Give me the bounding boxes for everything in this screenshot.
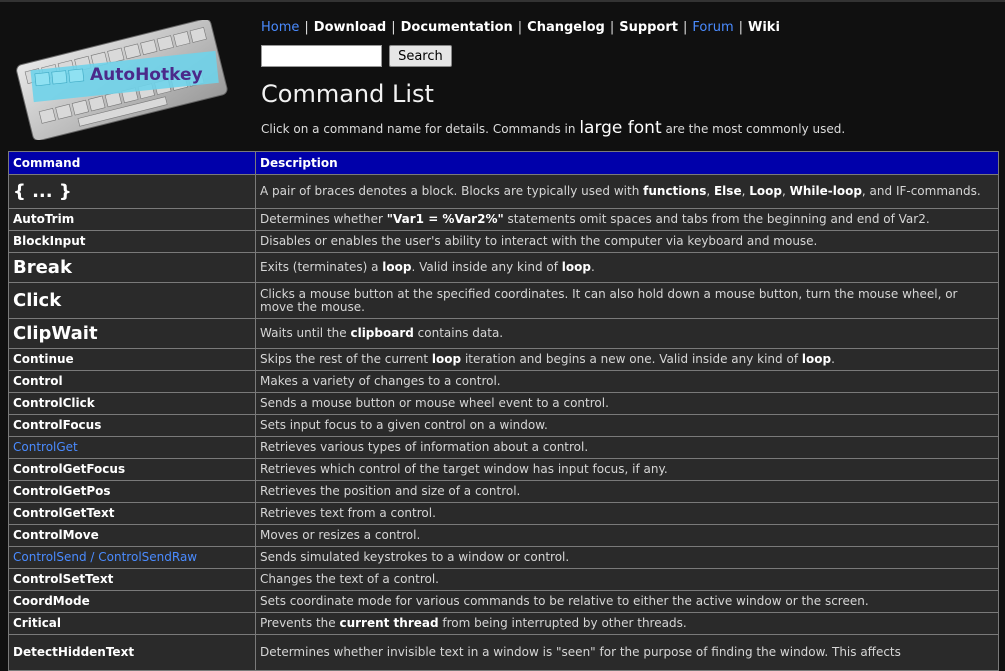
nav-link-wiki[interactable]: Wiki [748,20,780,35]
search-button[interactable]: Search [389,45,452,67]
header-command: Command [9,152,256,175]
command-description [256,503,999,525]
nav-separator: | [304,20,309,35]
description-text: A pair of braces denotes a block. Blocks are typically used with [260,184,644,198]
nav-separator: | [517,20,523,35]
description-keyword[interactable]: loop [801,352,832,366]
table-row [9,613,999,635]
command-name[interactable]: Control [9,371,256,393]
command-name[interactable]: ControlGetPos [9,481,256,503]
intro-text-start: Click on a command name for details. Commands in [261,122,580,136]
description-keyword[interactable]: current thread [339,616,439,630]
description-keyword[interactable]: loop [382,260,412,274]
description-text: Exits (terminates) a [260,260,383,274]
description-keyword[interactable]: loop [431,352,462,366]
description-text: Changes the text of a control. [260,572,439,586]
description-keyword[interactable]: functions [643,184,707,198]
command-description [256,175,999,209]
description-text: Skips the rest of the current [260,352,432,366]
description-text: Sends a mouse button or mouse wheel event to a control. [260,396,609,410]
nav-separator: | [738,20,743,35]
top-navigation [261,20,780,36]
nav-separator: | [391,20,396,35]
command-name[interactable]: BlockInput [9,231,256,253]
table-row [9,319,999,349]
description-text: , [706,184,714,198]
autohotkey-logo[interactable] [10,20,240,140]
command-description [256,349,999,371]
command-description [256,525,999,547]
nav-link-forum[interactable]: Forum [692,20,734,35]
table-row [9,175,999,209]
command-description [256,635,999,671]
description-keyword[interactable]: clipboard [350,326,414,340]
command-description [256,569,999,591]
nav-link-changelog[interactable]: Changelog [527,20,605,35]
command-description [256,459,999,481]
table-row [9,481,999,503]
table-row [9,253,999,283]
table-header-row [9,152,999,175]
description-text: . [590,260,595,274]
description-text: Makes a variety of changes to a control. [260,374,501,388]
table-row [9,371,999,393]
description-text: contains data. [413,326,504,340]
command-name[interactable]: Break [9,253,256,283]
command-description [256,393,999,415]
command-name[interactable]: ControlGet [9,437,256,459]
command-name[interactable]: DetectHiddenText [9,635,256,671]
command-name[interactable]: Continue [9,349,256,371]
logo-text: AutoHotkey [90,65,203,85]
command-name[interactable]: ControlClick [9,393,256,415]
table-row [9,503,999,525]
table-row [9,635,999,671]
search-input[interactable] [261,45,382,67]
description-text: Moves or resizes a control. [260,528,421,542]
table-row [9,547,999,569]
top-border [0,0,1005,2]
nav-link-support[interactable]: Support [619,20,678,35]
description-text: Prevents the [260,616,340,630]
description-keyword[interactable]: Loop [749,184,782,198]
command-name[interactable]: CoordMode [9,591,256,613]
command-name[interactable]: ControlFocus [9,415,256,437]
command-name[interactable]: ControlSetText [9,569,256,591]
nav-link-download[interactable]: Download [313,20,387,35]
table-row [9,459,999,481]
description-text: Clicks a mouse button at the specified coordinates. It can also hold down a mouse button, turn the mouse wheel, or move the mouse. [260,286,958,314]
description-text: , and IF-commands. [861,184,981,198]
description-text: Retrieves text from a control. [260,506,436,520]
header-description: Description [256,152,999,175]
description-text: iteration and begins a new one. Valid inside any kind of [461,352,802,366]
description-text: Waits until the [260,326,351,340]
command-name[interactable]: Critical [9,613,256,635]
description-text: . Valid inside any kind of [411,260,562,274]
description-keyword[interactable]: Else [713,184,742,198]
command-description [256,209,999,231]
nav-link-home[interactable]: Home [261,20,300,35]
table-row [9,525,999,547]
table-row [9,415,999,437]
description-keyword[interactable]: While-loop [789,184,862,198]
description-text: statements omit spaces and tabs from the beginning and end of Var2. [503,212,930,226]
description-keyword[interactable]: "Var1 = %Var2%" [386,212,504,226]
command-description [256,319,999,349]
description-text: Sets input focus to a given control on a window. [260,418,548,432]
command-description [256,613,999,635]
command-name[interactable]: ControlGetFocus [9,459,256,481]
description-text: Sends simulated keystrokes to a window or control. [260,550,570,564]
description-text: from being interrupted by other threads. [438,616,687,630]
intro-large-font-example: large font [579,118,662,138]
command-name[interactable]: ControlSend / ControlSendRaw [9,547,256,569]
table-row [9,283,999,319]
command-table [8,151,999,671]
nav-separator: | [683,20,688,35]
command-description [256,415,999,437]
command-description [256,371,999,393]
description-text: Retrieves the position and size of a control. [260,484,521,498]
description-text: Sets coordinate mode for various commands to be relative to either the active window or the screen. [260,594,869,608]
nav-separator: | [609,20,615,35]
command-description [256,591,999,613]
search-bar [261,45,452,67]
command-description [256,547,999,569]
command-name[interactable]: AutoTrim [9,209,256,231]
description-keyword[interactable]: loop [561,260,591,274]
description-text: Determines whether [260,212,387,226]
command-description [256,481,999,503]
command-name[interactable]: Click [9,283,256,319]
description-text: Disables or enables the user's ability to interact with the computer via keyboard and mouse. [260,234,818,248]
table-row [9,393,999,415]
description-text: , [781,184,790,198]
command-description [256,283,999,319]
page-title: Command List [261,80,434,108]
intro-text [261,118,845,138]
command-name[interactable]: ControlMove [9,525,256,547]
command-description [256,253,999,283]
table-row [9,591,999,613]
intro-text-end: are the most commonly used. [661,122,846,136]
command-name[interactable]: ClipWait [9,319,256,349]
description-text: Retrieves which control of the target window has input focus, if any. [260,462,668,476]
table-row [9,209,999,231]
table-row [9,569,999,591]
description-text: , [741,184,750,198]
description-text: . [831,352,835,366]
command-name[interactable]: { ... } [9,175,256,209]
table-row [9,437,999,459]
command-description [256,437,999,459]
table-row [9,349,999,371]
description-text: Determines whether invisible text in a window is "seen" for the purpose of finding the window. This affects [260,645,901,659]
table-row [9,231,999,253]
command-description [256,231,999,253]
description-text: Retrieves various types of information about a control. [260,440,589,454]
nav-link-documentation[interactable]: Documentation [400,20,513,35]
command-name[interactable]: ControlGetText [9,503,256,525]
